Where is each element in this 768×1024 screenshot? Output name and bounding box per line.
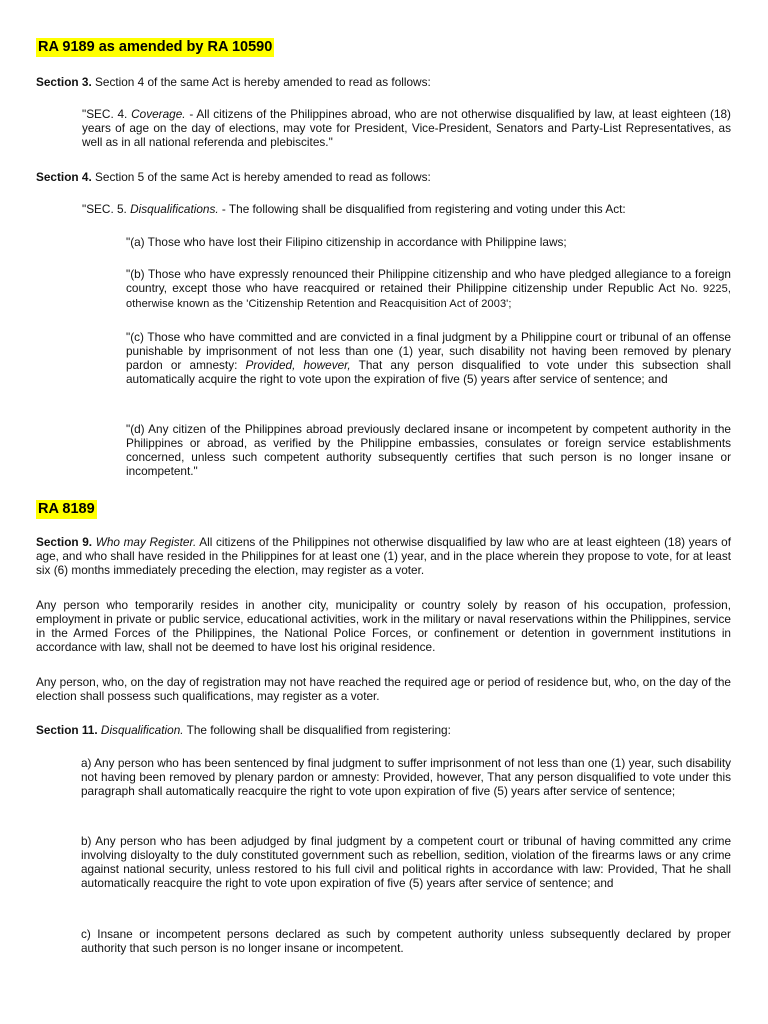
age-paragraph: Any person, who, on the day of registration may not have reached the required age or period of residence but, who, on the day of the election shall possess such qualifications, may register as a voter. <box>36 675 731 703</box>
ra9189-item-b <box>126 267 731 311</box>
section-9-title: Who may Register. <box>92 535 197 549</box>
ra9189-item-c <box>126 330 731 386</box>
sec-4-coverage-quote <box>82 107 731 149</box>
section-3-paragraph <box>36 75 736 89</box>
section-4-text: Section 5 of the same Act is hereby amended to read as follows: <box>91 170 431 184</box>
section-3-text: Section 4 of the same Act is hereby amended to read as follows: <box>91 75 431 89</box>
sec-4-title: Coverage. <box>131 107 186 121</box>
ra9189-item-d: "(d) Any citizen of the Philippines abroad previously declared insane or incompetent by competent authority in the Philippines or abroad, as verified by the Philippine embassies, consulates or foreign service establishments concerned, unless such competent authority subsequently certifies that such person is no longer insane or incompetent." <box>126 422 731 478</box>
item-c-text: "(c) Those who have committed and are convicted in a final judgment by a Philippine court or tribunal of an offense punishable by imprisonment of not less than one (1) year, such disability not having been removed by plenary pardon or amnesty: <box>126 330 731 372</box>
section-11-text: The following shall be disqualified from registering: <box>183 723 451 737</box>
sec-5-title: Disqualifications. <box>130 202 219 216</box>
section-3-label: Section 3. <box>36 75 92 89</box>
ra8189-item-b: b) Any person who has been adjudged by final judgment by a competent court or tribunal of having committed any crime involving disloyalty to the duly constituted government such as rebellion, sedition, violation of the firearms laws or any crime against national security, unless restored to his full civil and political rights in accordance with law: Provided, That he shall automatically reacquire the right to vote upon expiration of five (5) years after service of sentence; and <box>81 834 731 890</box>
ra9189-item-a: "(a) Those who have lost their Filipino citizenship in accordance with Philippine laws; <box>126 235 567 249</box>
section-11-label: Section 11. <box>36 723 98 737</box>
section-11-title: Disqualification. <box>97 723 184 737</box>
sec-5-text: - The following shall be disqualified from registering and voting under this Act: <box>218 202 626 216</box>
sec-5-disqualifications-quote <box>82 202 731 216</box>
section-9-text: All citizens of the Philippines not otherwise disqualified by law who are at least eighteen (18) years of age, and who shall have resided in the Philippines for at least one (1) year, and in the place wherein they propose to vote, for at least six (6) months immediately preceding the election, may register as a voter. <box>36 535 731 577</box>
section-9-label: Section 9. <box>36 535 93 549</box>
item-c-proviso: Provided, however, <box>245 358 351 372</box>
sec-5-lead: "SEC. 5. <box>82 202 131 216</box>
section-9-paragraph <box>36 535 731 577</box>
residence-paragraph: Any person who temporarily resides in another city, municipality or country solely by reason of his occupation, profession, employment in private or public service, educational activities, work in the military or naval reservations within the Philippines, service in the Armed Forces of the Philippines, the National Police Forces, or confinement or detention in government institutions in accordance with law, shall not be deemed to have lost his original residence. <box>36 598 731 654</box>
ra8189-item-a: a) Any person who has been sentenced by final judgment to suffer imprisonment of not less than one (1) year, such disability not having been removed by plenary pardon or amnesty: Provided, however, That any person disqualified to vote under this paragraph shall automatically reacquire the right to vote upon expiration of five (5) years after service of sentence; <box>81 756 731 798</box>
section-4-paragraph <box>36 170 736 184</box>
heading-ra-8189: RA 8189 <box>38 501 95 517</box>
item-c-tail: That any person disqualified to vote under this subsection shall automatically acquire the right to vote upon the expiration of five (5) years after service of sentence; and <box>126 358 731 386</box>
section-11-paragraph <box>36 723 731 737</box>
item-b-text: "(b) Those who have expressly renounced their Philippine citizenship and who have pledged allegiance to a foreign country, except those who have reacquired or retained their Philippine citizenship under Republic Act <box>126 267 731 295</box>
sec-4-lead: "SEC. 4. <box>82 107 132 121</box>
item-b-tail: No. 9225, otherwise known as the 'Citizenship Retention and Reacquisition Act of 2003'; <box>126 283 732 310</box>
ra8189-item-c: c) Insane or incompetent persons declared as such by competent authority unless subsequently declared by proper authority that such person is no longer insane or incompetent. <box>81 927 731 955</box>
sec-4-text: - All citizens of the Philippines abroad, who are not otherwise disqualified by law, at least eighteen (18) years of age on the day of elections, may vote for President, Vice-President, Senators and Party-List Representatives, as well as in all national referenda and plebiscites." <box>82 107 731 149</box>
section-4-label: Section 4. <box>36 170 92 184</box>
heading-ra-9189: RA 9189 as amended by RA 10590 <box>38 39 273 55</box>
